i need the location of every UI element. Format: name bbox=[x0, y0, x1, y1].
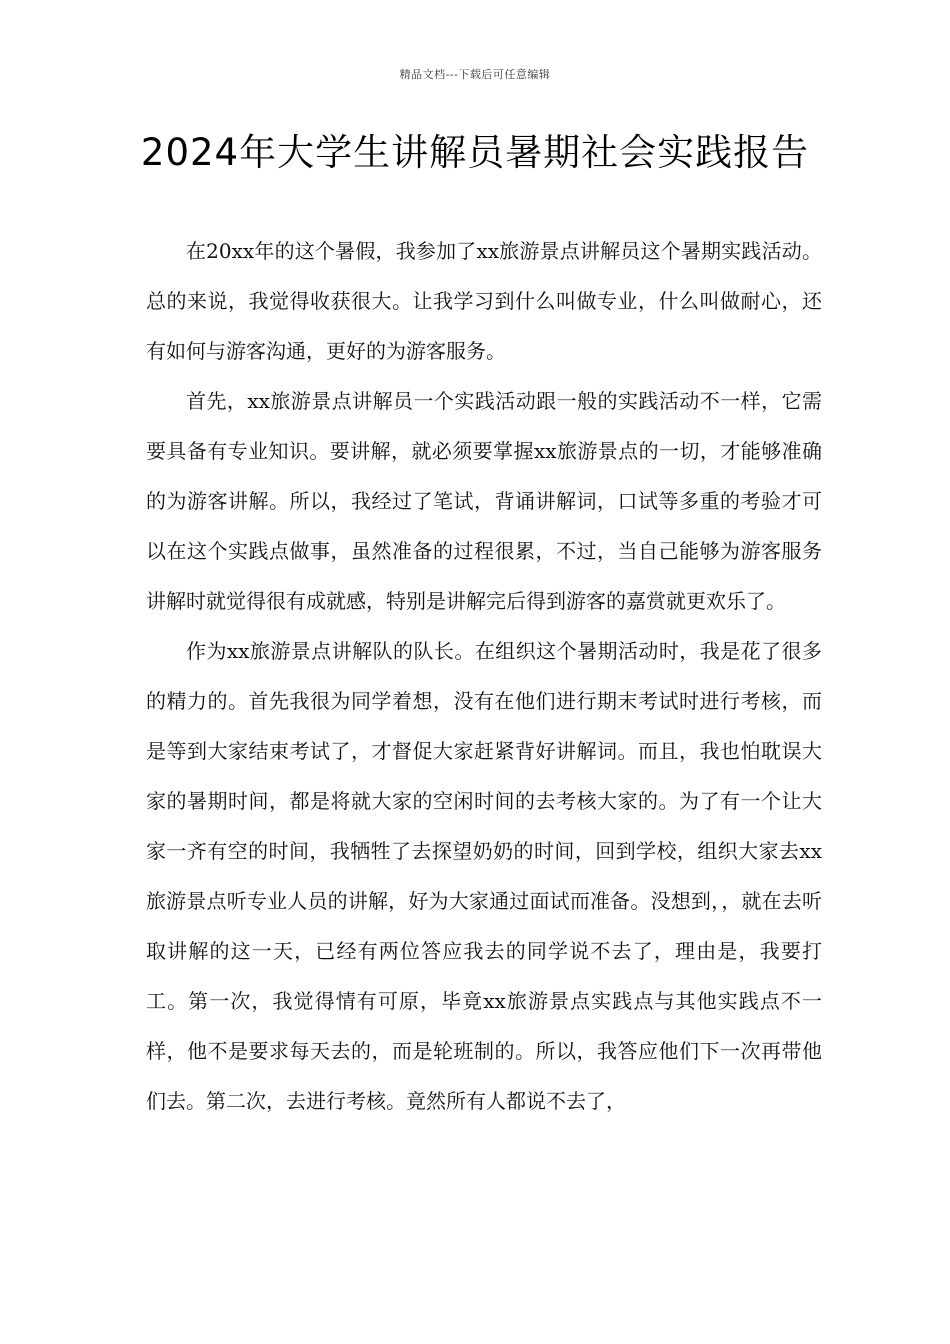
document-title: 2024年大学生讲解员暑期社会实践报告 bbox=[140, 131, 810, 174]
header-note: 精品文档---下载后可任意编辑 bbox=[399, 68, 551, 81]
paragraph: 在20xx年的这个暑假，我参加了xx旅游景点讲解员这个暑期实践活动。总的来说，我觉得收获很大。让我学习到什么叫做专业，什么叫做耐心，还有如何与游客沟通，更好的为游客服务。 bbox=[146, 239, 822, 363]
document-body bbox=[146, 226, 822, 1286]
paragraph: 作为xx旅游景点讲解队的队长。在组织这个暑期活动时，我是花了很多的精力的。首先我很为同学着想，没有在他们进行期末考试时进行考核，而是等到大家结束考试了，才督促大家赶紧背好讲解词。而且，我也怕耽误大家的暑期时间，都是将就大家的空闲时间的去考核大家的。为了有一个让大家一齐有空的时间，我牺牲了去探望奶奶的时间，回到学校，组织大家去xx旅游景点听专业人员的讲解，好为大家通过面试而准备。没想到，，就在去听取讲解的这一天，已经有两位答应我去的同学说不去了，理由是，我要打工。第一次，我觉得情有可原，毕竟xx旅游景点实践点与其他实践点不一样，他不是要求每天去的，而是轮班制的。所以，我答应他们下一次再带他们去。第二次，去进行考核。竟然所有人都说不去了， bbox=[146, 639, 822, 1113]
paragraph: 首先，xx旅游景点讲解员一个实践活动跟一般的实践活动不一样，它需要具备有专业知识。要讲解，就必须要掌握xx旅游景点的一切，才能够准确的为游客讲解。所以，我经过了笔试，背诵讲解词，口试等多重的考验才可以在这个实践点做事，虽然准备的过程很累，不过，当自己能够为游客服务讲解时就觉得很有成就感，特别是讲解完后得到游客的嘉赏就更欢乐了。 bbox=[146, 389, 822, 613]
